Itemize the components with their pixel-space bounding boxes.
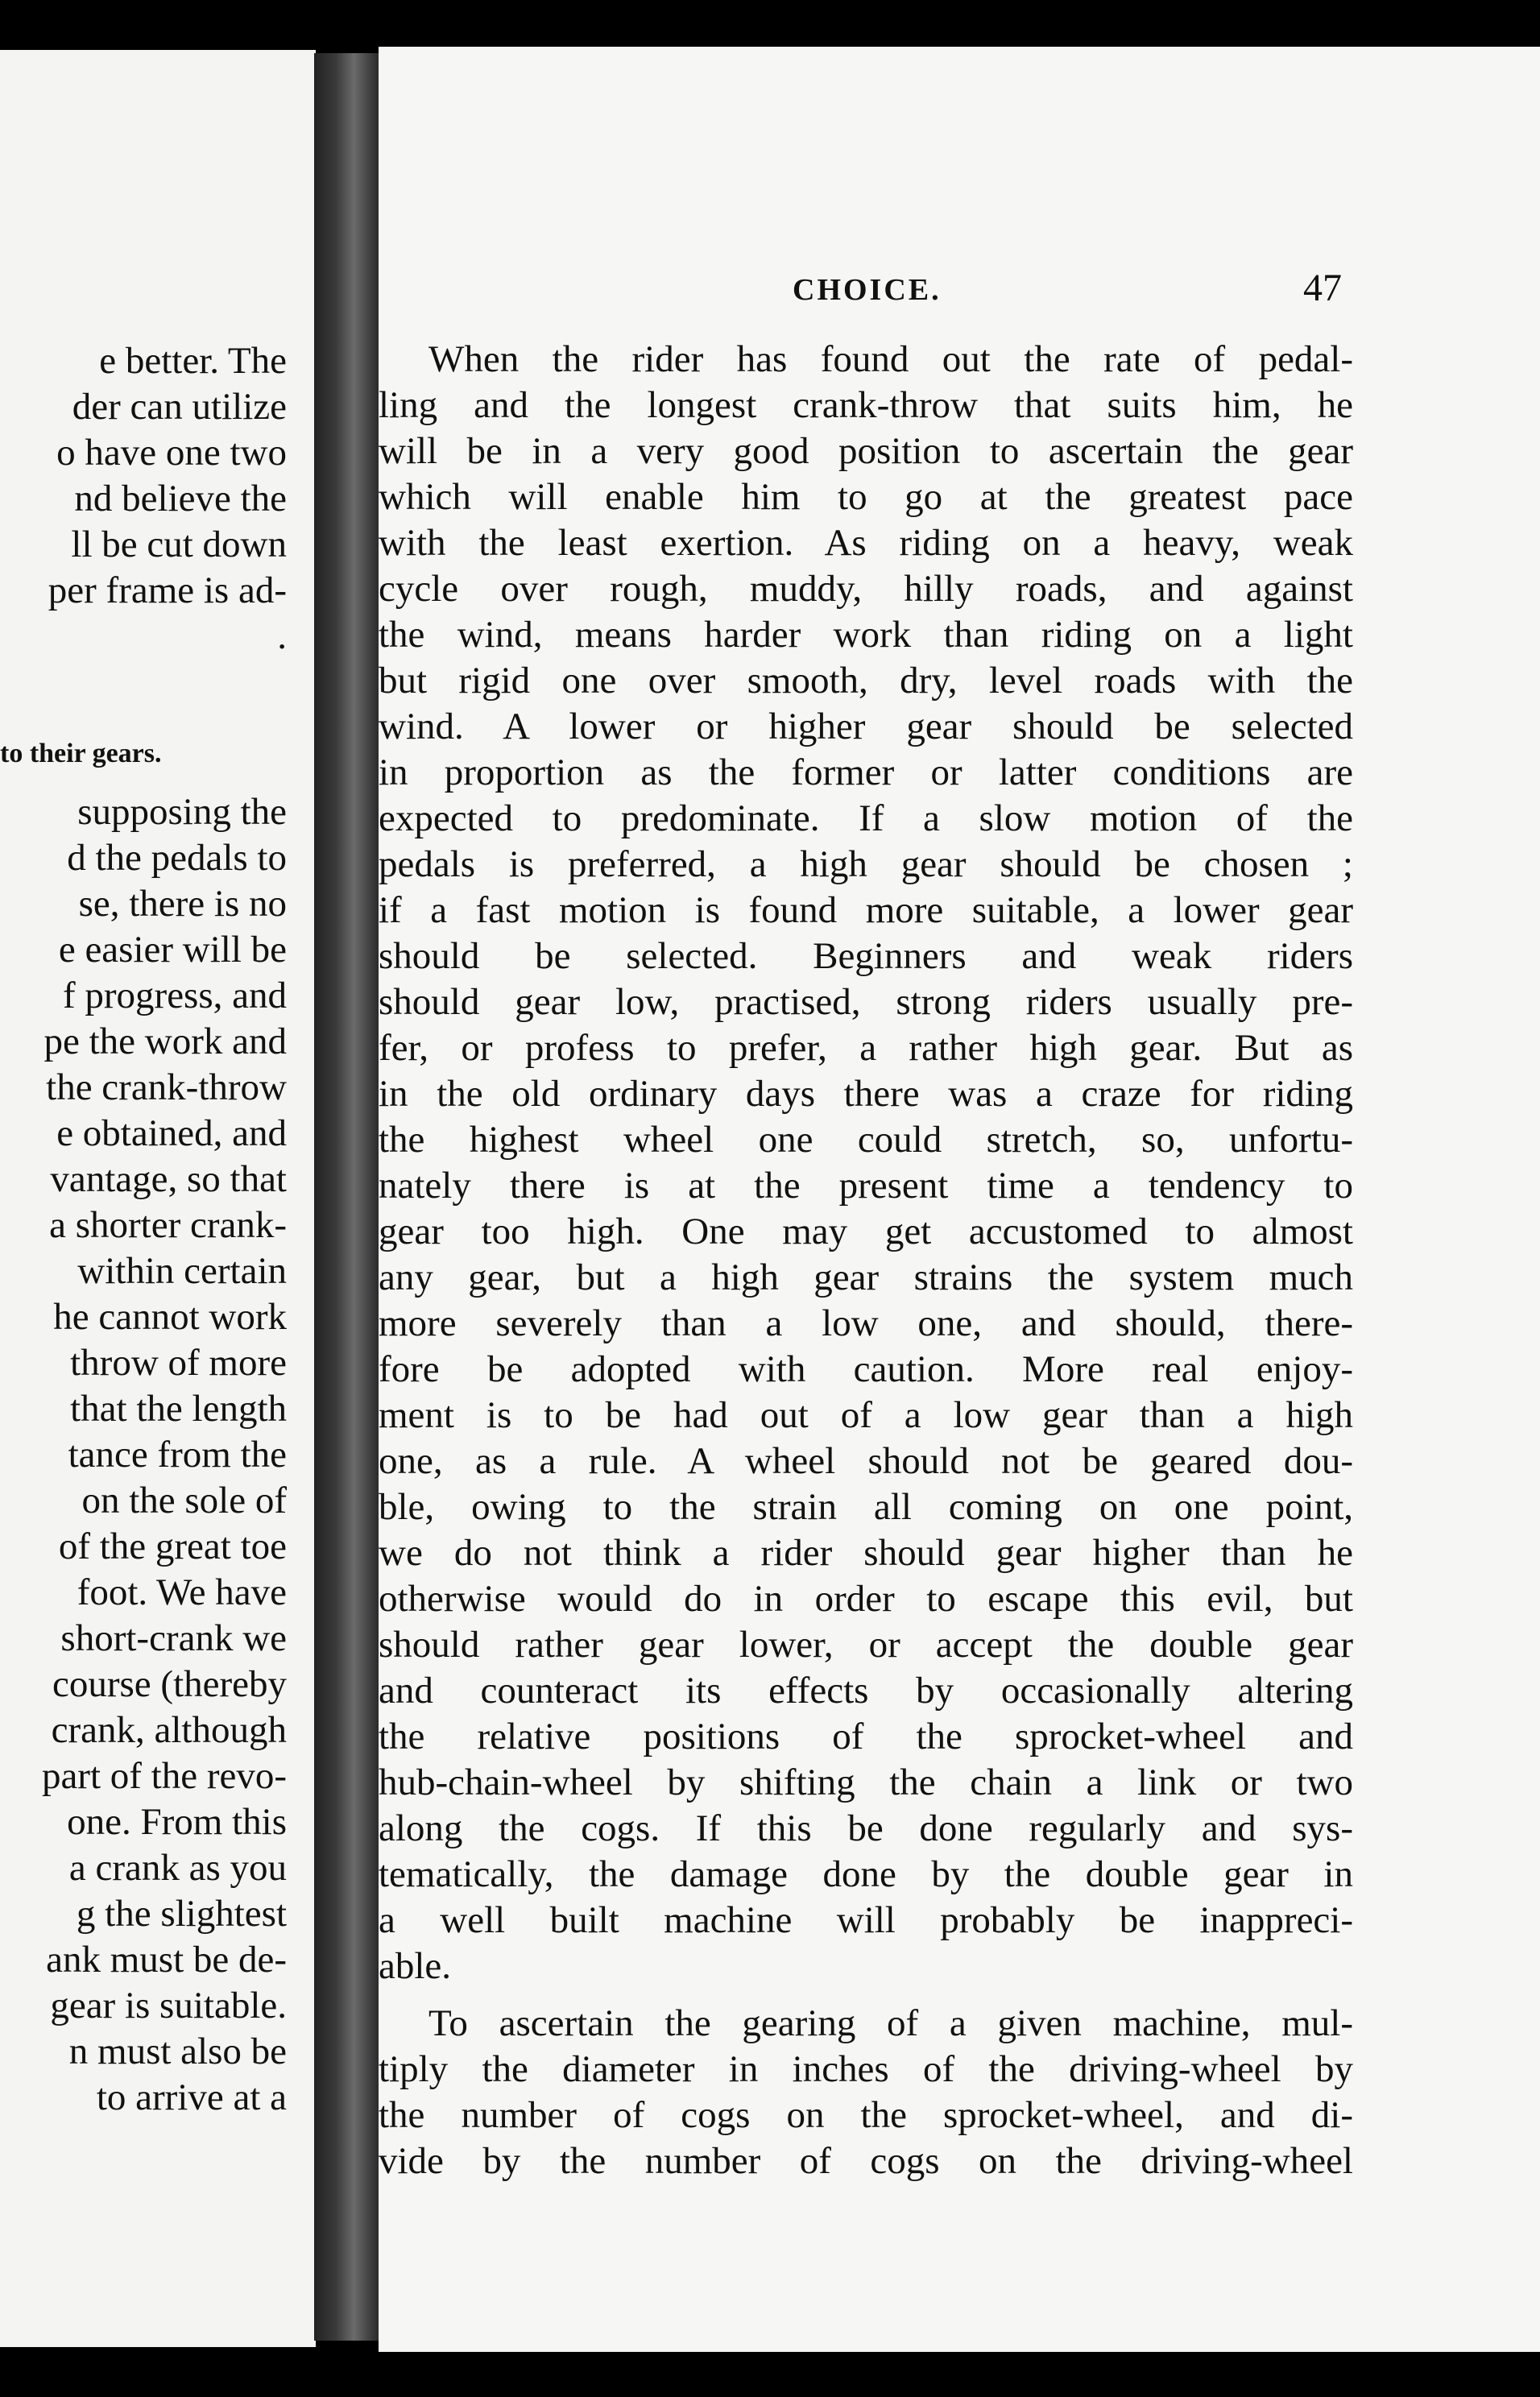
left-page-line: short-crank we — [60, 1617, 287, 1659]
left-page-line: to arrive at a — [96, 2076, 287, 2118]
text-line: When the rider has found out the rate of pedal- — [428, 338, 1353, 380]
left-page-line: throw of more — [70, 1342, 287, 1384]
text-line: should be selected. Beginners and weak riders — [379, 935, 1353, 977]
page-number: 47 — [1303, 267, 1342, 309]
left-page-line: the crank-throw — [46, 1066, 287, 1108]
text-line: we do not think a rider should gear higher than he — [379, 1532, 1353, 1574]
left-page-line: n must also be — [68, 2031, 287, 2072]
text-line: but rigid one over smooth, dry, level roads with the — [379, 660, 1353, 702]
text-line: one, as a rule. A wheel should not be geared dou- — [379, 1440, 1353, 1482]
left-page-line: . — [277, 615, 287, 657]
text-line: To ascertain the gearing of a given machine, mul- — [428, 2002, 1353, 2044]
text-line: should rather gear lower, or accept the double gear — [379, 1624, 1353, 1666]
text-line: cycle over rough, muddy, hilly roads, and against — [379, 568, 1353, 610]
left-page-line: on the sole of — [81, 1480, 287, 1521]
text-line: the relative positions of the sprocket-wheel and — [379, 1716, 1353, 1757]
text-line: tiply the diameter in inches of the driving-wheel by — [379, 2048, 1353, 2090]
left-page-line: a shorter crank- — [49, 1204, 287, 1246]
left-page-line: ll be cut down — [71, 524, 287, 565]
text-line: ble, owing to the strain all coming on one point, — [379, 1486, 1353, 1528]
left-page-line: one. From this — [67, 1801, 287, 1843]
book-gutter — [314, 53, 387, 2341]
text-line: more severely than a low one, and should, there- — [379, 1302, 1353, 1344]
text-line: gear too high. One may get accustomed to almost — [379, 1211, 1353, 1252]
text-line: fore be adopted with caution. More real enjoy- — [379, 1348, 1353, 1390]
text-line: pedals is preferred, a high gear should be chosen ; — [379, 843, 1353, 885]
text-line: will be in a very good position to ascertain the gear — [379, 430, 1353, 472]
body-text — [379, 337, 1353, 2184]
text-line: the number of cogs on the sprocket-wheel, and di- — [379, 2094, 1353, 2136]
left-page-line: part of the revo- — [41, 1755, 287, 1797]
running-title: CHOICE. — [793, 273, 942, 307]
left-page-line: f progress, and — [62, 975, 287, 1016]
left-page-line: within certain — [77, 1250, 287, 1292]
right-page — [379, 47, 1540, 2352]
left-page-line: that the length — [70, 1388, 287, 1430]
left-page-line: foot. We have — [77, 1571, 287, 1613]
left-page-line: per frame is ad- — [48, 569, 287, 611]
left-page-line: tance from the — [68, 1434, 287, 1476]
text-line: hub-chain-wheel by shifting the chain a link or two — [379, 1762, 1353, 1803]
left-page-line: g the slightest — [76, 1893, 287, 1935]
text-line: wind. A lower or higher gear should be selected — [379, 706, 1353, 747]
text-line: able. — [379, 1945, 452, 1987]
text-line: and counteract its effects by occasionally altering — [379, 1670, 1353, 1712]
left-page-line: a crank as you — [68, 1847, 287, 1889]
text-line: tematically, the damage done by the double gear in — [379, 1853, 1353, 1895]
left-page-line: gear is suitable. — [50, 1985, 287, 2026]
text-line: the highest wheel one could stretch, so, unfortu- — [379, 1119, 1353, 1161]
left-page-line: o have one two — [56, 432, 287, 474]
left-page-line: e easier will be — [58, 929, 287, 971]
left-page — [0, 50, 316, 2347]
text-line: if a fast motion is found more suitable, a lower gear — [379, 889, 1353, 931]
left-page-line: nd believe the — [74, 478, 287, 520]
left-page-line: der can utilize — [72, 386, 287, 428]
text-line: any gear, but a high gear strains the system much — [379, 1256, 1353, 1298]
left-page-heading: to their gears. — [0, 739, 162, 768]
left-page-line: crank, although — [51, 1709, 287, 1751]
left-page-line: pe the work and — [43, 1020, 287, 1062]
text-line: which will enable him to go at the greatest pace — [379, 476, 1353, 518]
paragraph-gap — [379, 1989, 1353, 2001]
text-line: in the old ordinary days there was a craze for riding — [379, 1073, 1353, 1115]
text-line: with the least exertion. As riding on a heavy, weak — [379, 522, 1353, 564]
text-line: nately there is at the present time a tendency to — [379, 1165, 1353, 1207]
text-line: should gear low, practised, strong riders usually pre- — [379, 981, 1353, 1023]
text-line: ment is to be had out of a low gear than a high — [379, 1394, 1353, 1436]
text-line: the wind, means harder work than riding on a light — [379, 614, 1353, 656]
running-head — [379, 258, 1540, 309]
text-line: fer, or profess to prefer, a rather high gear. But as — [379, 1027, 1353, 1069]
left-page-line: e better. The — [99, 340, 287, 382]
text-line: ling and the longest crank-throw that suits him, he — [379, 384, 1353, 426]
text-line: vide by the number of cogs on the driving-wheel — [379, 2140, 1353, 2182]
text-line: along the cogs. If this be done regularly and sys- — [379, 1807, 1353, 1849]
text-line: a well built machine will probably be inappreci- — [379, 1899, 1353, 1941]
left-page-line: of the great toe — [58, 1526, 287, 1567]
text-line: expected to predominate. If a slow motion of the — [379, 797, 1353, 839]
left-page-line: vantage, so that — [50, 1158, 287, 1200]
left-page-line: course (thereby — [52, 1663, 287, 1705]
left-page-line: he cannot work — [53, 1296, 287, 1338]
text-line: in proportion as the former or latter conditions are — [379, 751, 1353, 793]
text-line: otherwise would do in order to escape this evil, but — [379, 1578, 1353, 1620]
left-page-line: e obtained, and — [56, 1112, 287, 1154]
left-page-line: ank must be de- — [46, 1939, 287, 1981]
left-page-line: se, there is no — [78, 883, 287, 925]
left-page-line: d the pedals to — [67, 837, 287, 879]
left-page-line: supposing the — [77, 791, 287, 833]
